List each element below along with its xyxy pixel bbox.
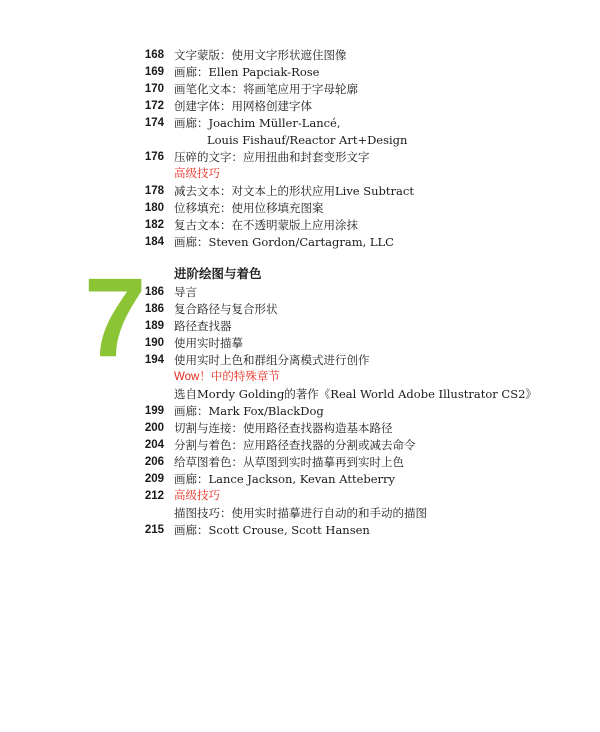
page-number: 182 [144,219,164,231]
page-number: 212 [144,490,164,502]
toc-entry [0,369,600,386]
entry-title: 分割与着色：应用路径查找器的分割或减去命令 [174,438,416,452]
entry-title: 压碎的文字：应用扭曲和封套变形文字 [174,150,370,164]
page-number: 169 [144,66,164,78]
entry-title: 使用实时描摹 [174,336,243,350]
page-number: 176 [144,151,164,163]
toc-entry [0,420,600,437]
page-number: 194 [144,354,164,366]
chapter-title: 进阶绘图与着色 [174,267,262,281]
toc-entry [0,505,600,522]
toc-entry [0,284,600,301]
toc-entry [0,318,600,335]
page-number: 174 [144,117,164,129]
page-number: 170 [144,83,164,95]
toc-entry [0,149,600,166]
page-number: 168 [144,49,164,61]
toc-entry [0,115,600,132]
toc-entry [0,132,600,149]
toc-entry [0,403,600,420]
entry-title: 创建字体：用网格创建字体 [174,99,312,113]
chapter-number: 7 [84,255,147,380]
toc-entry [0,352,600,369]
toc-entry [0,81,600,98]
toc-entry [0,454,600,471]
toc-entry [0,471,600,488]
entry-title: 给草图着色：从草图到实时描摹再到实时上色 [174,455,404,469]
page-number: 200 [144,422,164,434]
toc-entry [0,166,600,183]
entry-title: 切割与连接：使用路径查找器构造基本路径 [174,421,393,435]
page-number: 215 [144,524,164,536]
toc-entry [0,183,600,200]
toc-entry [0,217,600,234]
entry-title: 复古文本：在不透明蒙版上应用涂抹 [174,218,358,232]
toc-entry [0,488,600,505]
toc-entry [0,301,600,318]
page-number: 186 [144,286,164,298]
toc-entry [0,335,600,352]
entry-title: 画笔化文本：将画笔应用于字母轮廓 [174,82,358,96]
page-number: 199 [144,405,164,417]
page-number: 184 [144,236,164,248]
section-heading: 高级技巧 [174,490,220,502]
toc-entry [0,234,600,251]
entry-title: 使用实时上色和群组分离模式进行创作 [174,353,370,367]
page-number: 204 [144,439,164,451]
page-number: 209 [144,473,164,485]
page-number: 178 [144,185,164,197]
page-number: 189 [144,320,164,332]
section-heading: 高级技巧 [174,168,220,180]
section-heading: Wow！中的特殊章节 [174,371,280,383]
toc-entry [0,200,600,217]
entry-title: 导言 [174,285,197,299]
entry-title: 画廊：Mark Fox/BlackDog [174,404,324,418]
entry-title: 复合路径与复合形状 [174,302,278,316]
page-number: 186 [144,303,164,315]
entry-title: 描图技巧：使用实时描摹进行自动的和手动的描图 [174,506,427,520]
entry-title: 文字蒙版：使用文字形状遮住图像 [174,48,347,62]
entry-title: 画廊：Lance Jackson, Kevan Atteberry [174,472,396,486]
entry-title: 路径查找器 [174,319,232,333]
toc-entry [0,437,600,454]
toc-entry [0,386,600,403]
toc-entry [0,47,600,64]
page-number: 190 [144,337,164,349]
toc-entry [0,98,600,115]
page-number: 172 [144,100,164,112]
entry-title: 位移填充：使用位移填充图案 [174,201,324,215]
entry-title: Louis Fishauf/Reactor Art+Design [207,133,408,147]
entry-title: 画廊：Steven Gordon/Cartagram, LLC [174,235,394,249]
entry-title: 画廊：Ellen Papciak-Rose [174,65,320,79]
toc-entry [0,64,600,81]
page-number: 206 [144,456,164,468]
entry-title: 选自Mordy Golding的著作《Real World Adobe Illustrator CS2》 [174,387,537,401]
entry-title: 画廊：Scott Crouse, Scott Hansen [174,523,370,537]
entry-title: 减去文本：对文本上的形状应用Live Subtract [174,184,414,198]
toc-entry [0,522,600,539]
page-number: 180 [144,202,164,214]
entry-title: 画廊：Joachim Müller-Lancé, [174,116,341,130]
